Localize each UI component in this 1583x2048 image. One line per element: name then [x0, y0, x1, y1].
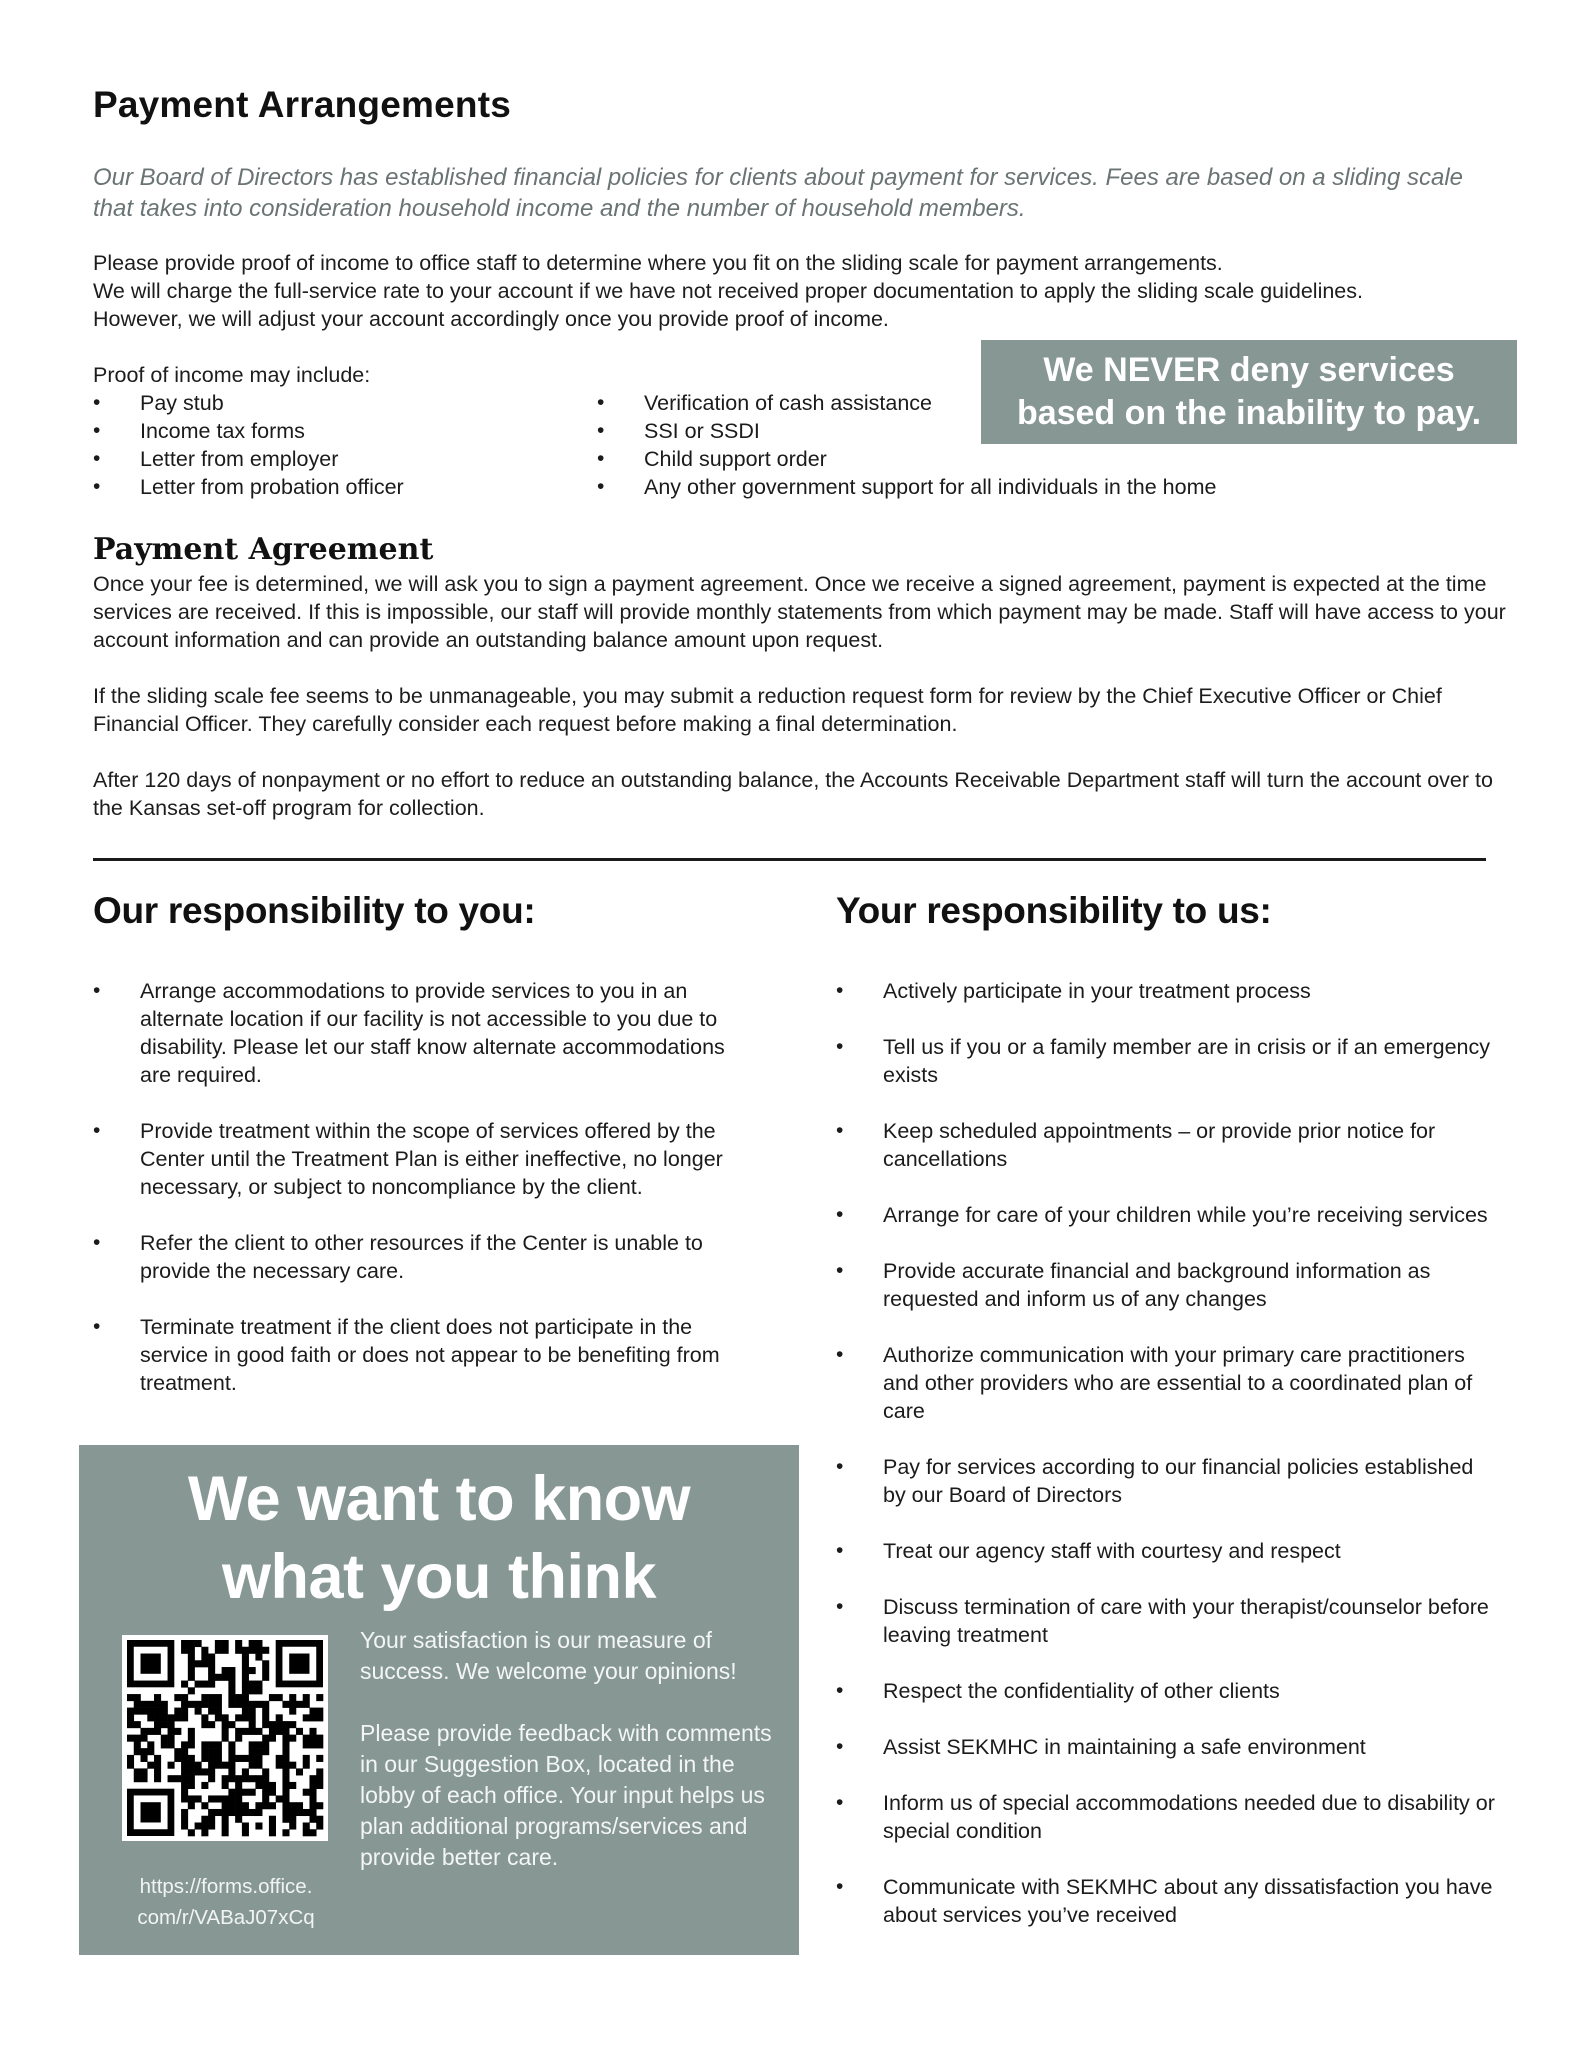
proof-label: Proof of income may include: [93, 363, 371, 387]
proof-list-col1 [93, 389, 513, 501]
proof-line-2: We will charge the full-service rate to your account if we have not received proper documentation to apply the sliding scale guidelines. [93, 279, 1363, 303]
list-item: • Communicate with SEKMHC about any dissatisfaction you have about services you’ve received [836, 1873, 1496, 1929]
list-item: • Respect the confidentiality of other clients [836, 1677, 1496, 1705]
list-item: • Arrange for care of your children while you’re receiving services [836, 1201, 1496, 1229]
feedback-text-1: Your satisfaction is our measure of success. We welcome your opinions! [360, 1627, 737, 1684]
payment-agreement-p2: If the sliding scale fee seems to be unmanageable, you may submit a reduction request form for review by the Chief Executive Officer or Chief Financial Officer. They carefully consider each request before making a final determination. [93, 684, 1442, 736]
list-item: • Tell us if you or a family member are in crisis or if an emergency exists [836, 1033, 1496, 1089]
proof-line-1: Please provide proof of income to office staff to determine where you fit on the sliding scale for payment arrangements. [93, 251, 1223, 275]
proof-paragraph [93, 249, 1513, 333]
our-responsibility-title: Our responsibility to you: [93, 890, 536, 931]
callout-line-1: We NEVER deny services [1043, 351, 1455, 389]
list-item: • SSI or SSDI [597, 417, 1397, 445]
list-item: • Arrange accommodations to provide services to you in an alternate location if our facility is not accessible to you due to disability. Please let our staff know alternate accommodations are required. [93, 977, 743, 1089]
list-item: • Verification of cash assistance [597, 389, 1397, 417]
callout-line-2: based on the inability to pay. [1016, 394, 1482, 432]
payment-agreement-p1: Once your fee is determined, we will ask you to sign a payment agreement. Once we receive a signed agreement, payment is expected at the time services are received. If this is impossible, our staff will provide monthly statements from which payment may be made. Staff will have access to your account information and can provide an outstanding balance amount upon request. [93, 572, 1506, 652]
qr-code-icon[interactable] [122, 1635, 328, 1841]
list-item: • Letter from employer [93, 445, 513, 473]
list-item: • Assist SEKMHC in maintaining a safe environment [836, 1733, 1496, 1761]
feedback-title-line-2: what you think [222, 1542, 656, 1612]
our-responsibility-list [93, 977, 743, 1425]
list-item: • Actively participate in your treatment process [836, 977, 1496, 1005]
list-item: • Terminate treatment if the client does not participate in the service in good faith or does not appear to be benefiting from treatment. [93, 1313, 743, 1397]
list-item: • Provide treatment within the scope of services offered by the Center until the Treatment Plan is either ineffective, no longer necessary, or subject to noncompliance by the client. [93, 1117, 743, 1201]
payment-agreement-p3: After 120 days of nonpayment or no effort to reduce an outstanding balance, the Accounts Receivable Department staff will turn the account over to the Kansas set-off program for collection. [93, 768, 1493, 820]
feedback-text [360, 1625, 780, 1904]
list-item: • Income tax forms [93, 417, 513, 445]
list-item: • Discuss termination of care with your therapist/counselor before leaving treatment [836, 1593, 1496, 1649]
list-item: • Letter from probation officer [93, 473, 513, 501]
list-item: • Authorize communication with your primary care practitioners and other providers who are essential to a coordinated plan of care [836, 1341, 1496, 1425]
your-responsibility-title: Your responsibility to us: [836, 890, 1272, 931]
page-title: Payment Arrangements [93, 84, 511, 125]
feedback-url-line-2: com/r/VABaJ07xCq [137, 1906, 315, 1929]
never-deny-callout [981, 340, 1517, 444]
your-responsibility-list [836, 977, 1496, 1957]
list-item: • Child support order [597, 445, 1397, 473]
feedback-url-line-1: https://forms.office. [139, 1875, 313, 1898]
list-item: • Provide accurate financial and background information as requested and inform us of any changes [836, 1257, 1496, 1313]
payment-agreement-title: Payment Agreement [93, 532, 434, 567]
list-item: • Refer the client to other resources if the Center is unable to provide the necessary care. [93, 1229, 743, 1285]
feedback-panel [79, 1445, 799, 1955]
feedback-text-2: Please provide feedback with comments in our Suggestion Box, located in the lobby of each office. Your input helps us plan additional programs/services and provide better care. [360, 1720, 772, 1870]
feedback-url[interactable] [111, 1871, 341, 1933]
intro-text: Our Board of Directors has established financial policies for clients about payment for services. Fees are based on a sliding scale that takes into consideration household income and the number of household members. [93, 164, 1464, 222]
list-item: • Pay stub [93, 389, 513, 417]
proof-line-3: However, we will adjust your account accordingly once you provide proof of income. [93, 307, 889, 331]
list-item: • Any other government support for all individuals in the home [597, 473, 1397, 501]
feedback-title [79, 1460, 799, 1616]
list-item: • Pay for services according to our financial policies established by our Board of Directors [836, 1453, 1496, 1509]
feedback-title-line-1: We want to know [187, 1464, 691, 1534]
section-divider [93, 858, 1486, 861]
list-item: • Treat our agency staff with courtesy and respect [836, 1537, 1496, 1565]
list-item: • Keep scheduled appointments – or provide prior notice for cancellations [836, 1117, 1496, 1173]
list-item: • Inform us of special accommodations needed due to disability or special condition [836, 1789, 1496, 1845]
